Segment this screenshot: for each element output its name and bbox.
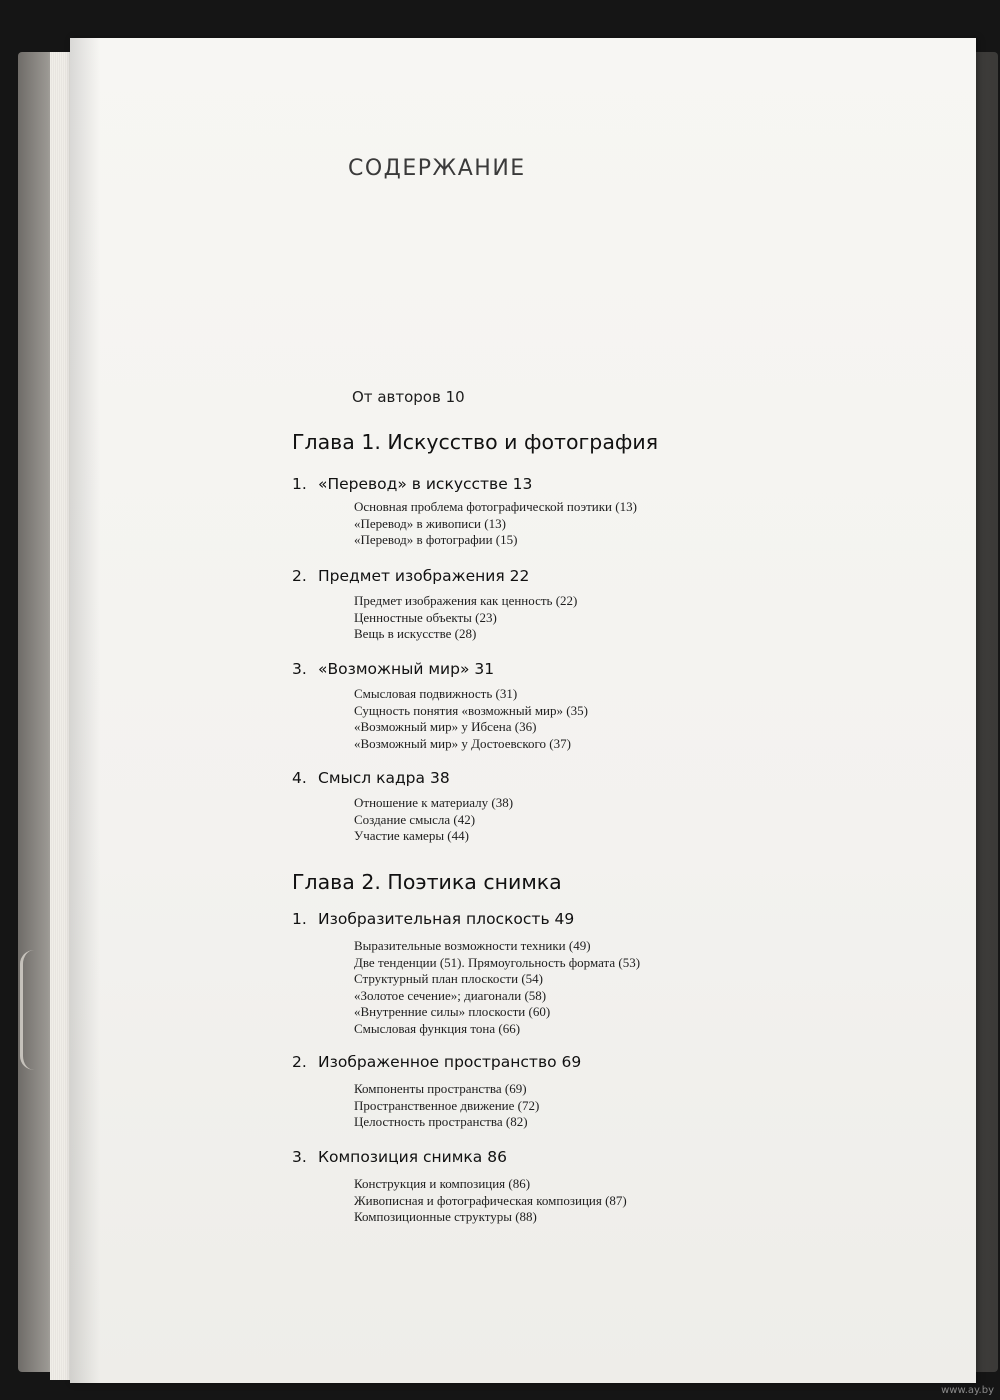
- subsection-item: Ценностные объекты (23): [354, 609, 497, 625]
- section-title: «Возможный мир»: [318, 660, 470, 678]
- subsection-item: Структурный план плоскости (54): [354, 971, 543, 986]
- chapter-heading: Глава 2. Поэтика снимка: [292, 870, 562, 894]
- subsection-item: Пространственное движение (72): [354, 1097, 540, 1113]
- section-title: Предмет изображения: [318, 567, 505, 585]
- section-page: 31: [474, 660, 495, 678]
- section-title: «Перевод» в искусстве: [318, 475, 508, 493]
- section-heading: [292, 910, 574, 928]
- subsection-item: Целостность пространства (82): [354, 1114, 528, 1129]
- subsection-list: [354, 938, 640, 1037]
- subsection-item: Основная проблема фотографической поэтики (13): [354, 499, 637, 514]
- subsection-item: Две тенденции (51). Прямоугольность формата (53): [354, 954, 641, 970]
- section-heading: [292, 475, 532, 493]
- section-number: 3.: [292, 660, 307, 678]
- section-title: Композиция снимка: [318, 1148, 483, 1166]
- section-heading: [292, 1053, 581, 1071]
- subsection-item: Отношение к материалу (38): [354, 795, 514, 810]
- section-heading: [292, 1148, 507, 1166]
- subsection-item: «Возможный мир» у Достоевского (37): [354, 735, 571, 751]
- section-number: 4.: [292, 769, 307, 787]
- intro-label: От авторов: [352, 388, 441, 406]
- subsection-item: «Перевод» в живописи (13): [354, 515, 506, 531]
- watermark: www.ay.by: [941, 1385, 994, 1396]
- subsection-list: [354, 1081, 539, 1131]
- section-page: 49: [554, 910, 575, 928]
- section-number: 1.: [292, 475, 307, 493]
- subsection-item: Вещь в искусстве (28): [354, 626, 477, 641]
- section-heading: [292, 769, 450, 787]
- subsection-item: «Золотое сечение»; диагонали (58): [354, 987, 547, 1003]
- subsection-item: «Возможный мир» у Ибсена (36): [354, 719, 537, 734]
- subsection-item: Смысловая подвижность (31): [354, 686, 518, 701]
- section-title: Изобразительная плоскость: [318, 910, 550, 928]
- subsection-item: Участие камеры (44): [354, 828, 469, 843]
- subsection-list: [354, 686, 588, 752]
- subsection-item: «Внутренние силы» плоскости (60): [354, 1004, 551, 1019]
- subsection-item: Выразительные возможности техники (49): [354, 938, 591, 953]
- section-number: 2.: [292, 1053, 307, 1071]
- book-page: [70, 38, 976, 1383]
- subsection-item: «Перевод» в фотографии (15): [354, 532, 518, 547]
- section-number: 1.: [292, 910, 307, 928]
- chapter-heading: Глава 1. Искусство и фотография: [292, 430, 659, 454]
- toc-title: СОДЕРЖАНИЕ: [348, 156, 526, 181]
- subsection-item: Создание смысла (42): [354, 811, 476, 827]
- toc-content: [70, 38, 976, 1383]
- subsection-list: [354, 499, 637, 549]
- section-title: Изображенное пространство: [318, 1053, 557, 1071]
- subsection-item: Предмет изображения как ценность (22): [354, 593, 578, 608]
- section-page: 22: [509, 567, 530, 585]
- section-number: 3.: [292, 1148, 307, 1166]
- section-heading: [292, 567, 529, 585]
- intro-page: 10: [445, 388, 465, 406]
- subsection-item: Смысловая функция тона (66): [354, 1020, 521, 1036]
- section-number: 2.: [292, 567, 307, 585]
- subsection-item: Конструкция и композиция (86): [354, 1176, 531, 1191]
- section-page: 69: [561, 1053, 582, 1071]
- section-title: Смысл кадра: [318, 769, 426, 787]
- subsection-item: Компоненты пространства (69): [354, 1081, 527, 1096]
- toc-intro: [352, 388, 465, 406]
- page-gutter-shadow: [70, 38, 100, 1383]
- section-page: 38: [429, 769, 450, 787]
- subsection-item: Сущность понятия «возможный мир» (35): [354, 702, 588, 718]
- section-page: 13: [512, 475, 533, 493]
- subsection-list: [354, 593, 577, 643]
- section-page: 86: [487, 1148, 507, 1166]
- subsection-list: [354, 795, 513, 845]
- section-heading: [292, 660, 494, 678]
- subsection-item: Живописная и фотографическая композиция (87): [354, 1192, 627, 1208]
- subsection-list: [354, 1176, 627, 1226]
- subsection-item: Композиционные структуры (88): [354, 1209, 537, 1224]
